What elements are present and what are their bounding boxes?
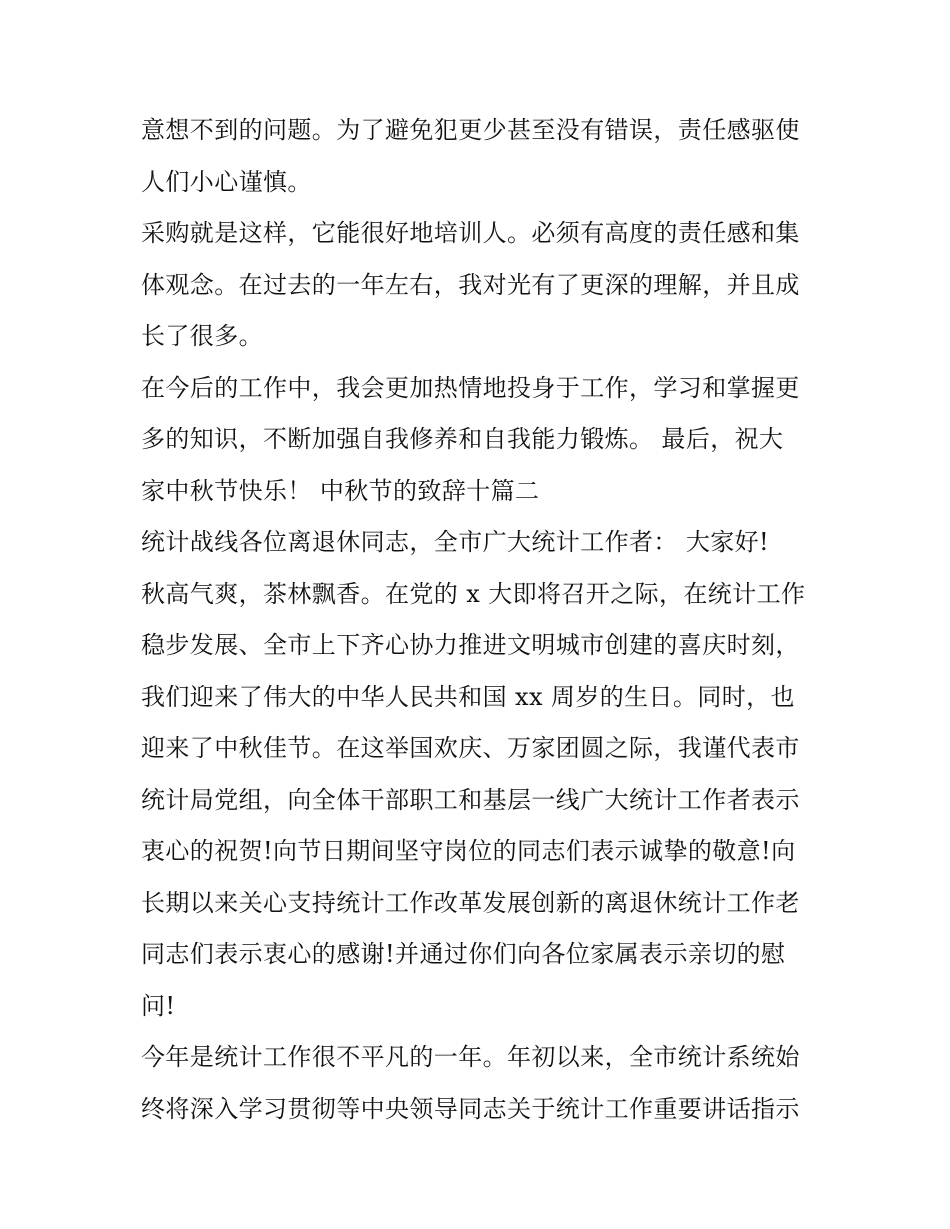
text-line: 长期以来关心支持统计工作改革发展创新的离退休统计工作老 <box>141 888 800 917</box>
text-line: 长了很多。 <box>141 322 263 350</box>
text-line: 秋高气爽，茶林飘香。在党的 x 大即将召开之际，在统计工作 <box>141 579 806 608</box>
text-line: 我们迎来了伟大的中华人民共和国 xx 周岁的生日。同时，也 <box>141 682 795 711</box>
text-line: 稳步发展、全市上下齐心协力推进文明城市创建的喜庆时刻， <box>141 631 800 659</box>
text-line: 衷心的祝贺!向节日期间坚守岗位的同志们表示诚挚的敬意!向 <box>141 837 796 865</box>
text-line: 家中秋节快乐！ 中秋节的致辞十篇二 <box>141 476 540 505</box>
text-line: 今年是统计工作很不平凡的一年。年初以来，全市统计系统始 <box>141 1043 800 1071</box>
text-line: 采购就是这样，它能很好地培训人。必须有高度的责任感和集 <box>141 219 800 247</box>
text-line: 人们小心谨慎。 <box>141 167 312 196</box>
text-line: 意想不到的问题。为了避免犯更少甚至没有错误，责任感驱使 <box>141 116 800 144</box>
text-line: 同志们表示衷心的感谢!并通过你们向各位家属表示亲切的慰 <box>141 940 786 968</box>
text-line: 统计战线各位离退休同志，全市广大统计工作者： 大家好! <box>141 528 770 556</box>
text-line: 统计局党组，向全体干部职工和基层一线广大统计工作者表示 <box>141 785 800 814</box>
text-line: 问! <box>141 991 176 1020</box>
text-line: 多的知识，不断加强自我修养和自我能力锻炼。 最后，祝大 <box>141 425 784 453</box>
text-line: 迎来了中秋佳节。在这举国欢庆、万家团圆之际，我谨代表市 <box>141 734 800 762</box>
text-line: 在今后的工作中，我会更加热情地投身于工作，学习和掌握更 <box>141 373 800 402</box>
document-body <box>141 105 821 1135</box>
text-line: 体观念。在过去的一年左右，我对光有了更深的理解，并且成 <box>141 270 800 299</box>
text-line: 终将深入学习贯彻等中央领导同志关于统计工作重要讲话指示 <box>141 1094 800 1123</box>
